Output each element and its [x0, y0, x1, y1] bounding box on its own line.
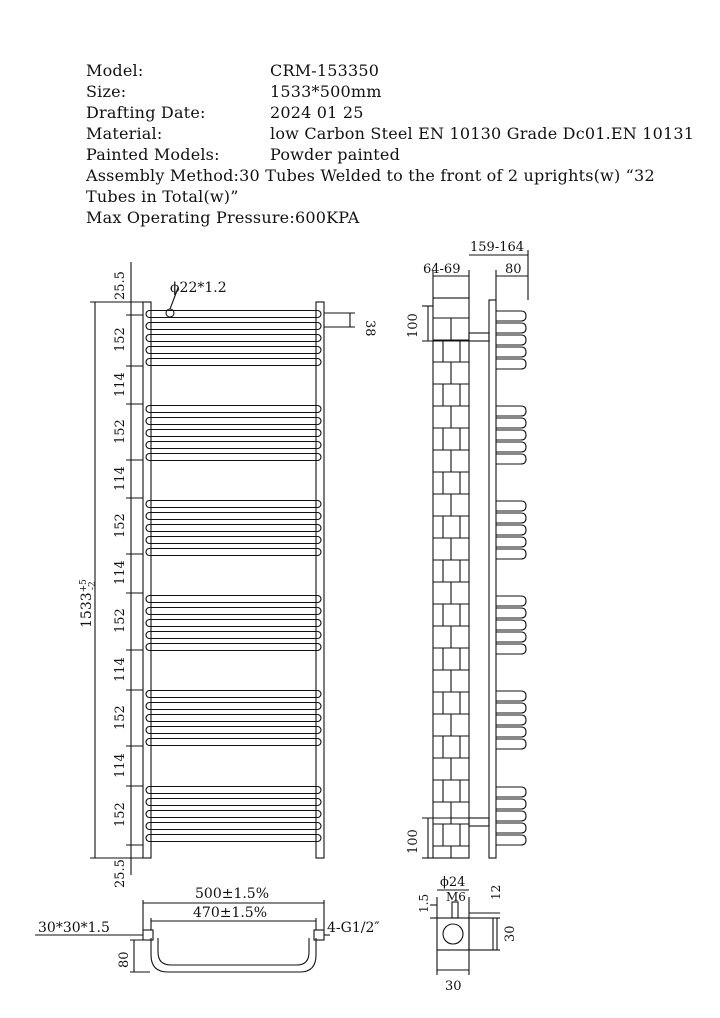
front-tube: [146, 632, 321, 639]
end-gap-bottom-label: 25.5: [113, 859, 128, 888]
front-tube: [146, 501, 321, 508]
front-tube: [146, 537, 321, 544]
side-tube: [496, 430, 526, 440]
inlet-label: 4-G1/2″: [327, 920, 380, 936]
front-tube: [146, 608, 321, 615]
segment-label: 152: [113, 802, 128, 827]
segment-label: 114: [113, 560, 128, 585]
segment-label: 152: [113, 705, 128, 730]
bracket-plate: [469, 918, 493, 950]
front-tube: [146, 430, 321, 437]
front-tube: [146, 835, 321, 842]
segment-label: 114: [113, 753, 128, 778]
spec-date: Drafting Date: 2024 01 25: [86, 103, 364, 122]
tube-spec-label: ϕ22*1.2: [170, 280, 227, 296]
segment-label: 152: [113, 419, 128, 444]
segment-label: 152: [113, 608, 128, 633]
front-tube: [146, 596, 321, 603]
side-tube: [496, 739, 526, 749]
depth-label: 80: [117, 951, 132, 968]
side-tube: [496, 335, 526, 345]
side-tube: [496, 620, 526, 630]
side-tube: [496, 537, 526, 547]
side-tube: [496, 454, 526, 464]
screw-shank: [452, 902, 458, 918]
width-label: 30: [445, 979, 462, 994]
dim-tube-label: 80: [505, 262, 522, 277]
front-tube: [146, 703, 321, 710]
spec-model: Model: CRM-153350: [86, 61, 380, 80]
side-tube: [496, 442, 526, 452]
bracket-bottom-label: 100: [406, 829, 421, 854]
pipe-section-icon: [443, 924, 463, 944]
side-upright: [489, 300, 496, 858]
side-tube: [496, 811, 526, 821]
side-tube: [496, 703, 526, 713]
total-height-label: $1533^{+5}-2$: [79, 579, 98, 628]
front-tube: [146, 323, 321, 330]
side-tube: [496, 715, 526, 725]
segment-label: 152: [113, 513, 128, 538]
dim-overall-label: 159-164: [470, 240, 525, 255]
spec-size: Size: 1533*500mm: [86, 82, 382, 101]
side-tube: [496, 835, 526, 845]
side-tube: [496, 311, 526, 321]
front-tube: [146, 525, 321, 532]
spec-material: Material: low Carbon Steel EN 10130 Grade Dc01.EN 10131: [86, 124, 695, 143]
front-tube: [146, 691, 321, 698]
side-tube: [496, 347, 526, 357]
dim-wall-label: 64-69: [423, 262, 461, 277]
segment-label: 114: [113, 657, 128, 682]
segment-labels: [113, 327, 128, 827]
front-tube: [146, 406, 321, 413]
top-bracket: [469, 333, 489, 341]
end-gap-top-label: 25.5: [113, 271, 128, 300]
front-tube: [146, 739, 321, 746]
width-inner-label: 470±1.5%: [193, 905, 268, 921]
side-tube: [496, 823, 526, 833]
side-tube: [496, 525, 526, 535]
side-tube: [496, 359, 526, 369]
front-tube: [146, 549, 321, 556]
front-tube: [146, 799, 321, 806]
bottom-bracket: [469, 818, 489, 826]
front-tube: [146, 513, 321, 520]
front-tube: [146, 823, 321, 830]
side-tube: [496, 608, 526, 618]
side-tube: [496, 691, 526, 701]
front-tube: [146, 454, 321, 461]
right-upright: [316, 302, 324, 858]
side-tube: [496, 727, 526, 737]
spec-assembly: Assembly Method:30 Tubes Welded to the front of 2 uprights(w) “32 Tubes in Total(w)”: [86, 166, 655, 206]
side-tube: [496, 418, 526, 428]
offset-label: 12: [489, 884, 503, 900]
side-tube: [496, 513, 526, 523]
side-tube: [496, 406, 526, 416]
screw-label: M6: [446, 890, 466, 904]
wall-bricks: [433, 318, 469, 858]
top-offset-label: 38: [362, 320, 377, 337]
plate-label: 1.5: [417, 893, 431, 913]
segment-label: 152: [113, 327, 128, 352]
side-tube: [496, 549, 526, 559]
side-tube: [496, 323, 526, 333]
side-view: [422, 250, 528, 858]
side-tube: [496, 644, 526, 654]
bracket-top-label: 100: [406, 313, 421, 338]
width-outer-label: 500±1.5%: [195, 886, 270, 902]
front-tube: [146, 335, 321, 342]
front-tube: [146, 620, 321, 627]
front-tube: [146, 727, 321, 734]
segment-label: 114: [113, 372, 128, 397]
diameter-label: ϕ24: [440, 875, 466, 890]
left-upright: [143, 302, 151, 858]
spec-painted: Painted Models: Powder painted: [86, 145, 401, 164]
side-tube: [496, 787, 526, 797]
front-tube: [146, 418, 321, 425]
front-tube: [146, 787, 321, 794]
segment-label: 114: [113, 466, 128, 491]
front-tube: [146, 359, 321, 366]
profile-label: 30*30*1.5: [38, 920, 110, 936]
front-tube: [146, 644, 321, 651]
front-tube: [146, 442, 321, 449]
height-label: 30: [503, 925, 518, 942]
bottom-view: [35, 900, 330, 972]
bracket-block: [437, 918, 469, 950]
side-tube: [496, 596, 526, 606]
spec-pressure: Max Operating Pressure:600KPA: [86, 208, 360, 227]
side-tubes: [496, 311, 526, 845]
tube-loop-outer: [151, 938, 316, 972]
front-tubes: [146, 311, 321, 842]
side-tube: [496, 799, 526, 809]
side-tube: [496, 501, 526, 511]
front-view: [90, 262, 355, 875]
front-tube: [146, 715, 321, 722]
side-tube: [496, 632, 526, 642]
front-tube: [146, 347, 321, 354]
tube-loop-inner: [158, 938, 309, 965]
front-tube: [146, 811, 321, 818]
